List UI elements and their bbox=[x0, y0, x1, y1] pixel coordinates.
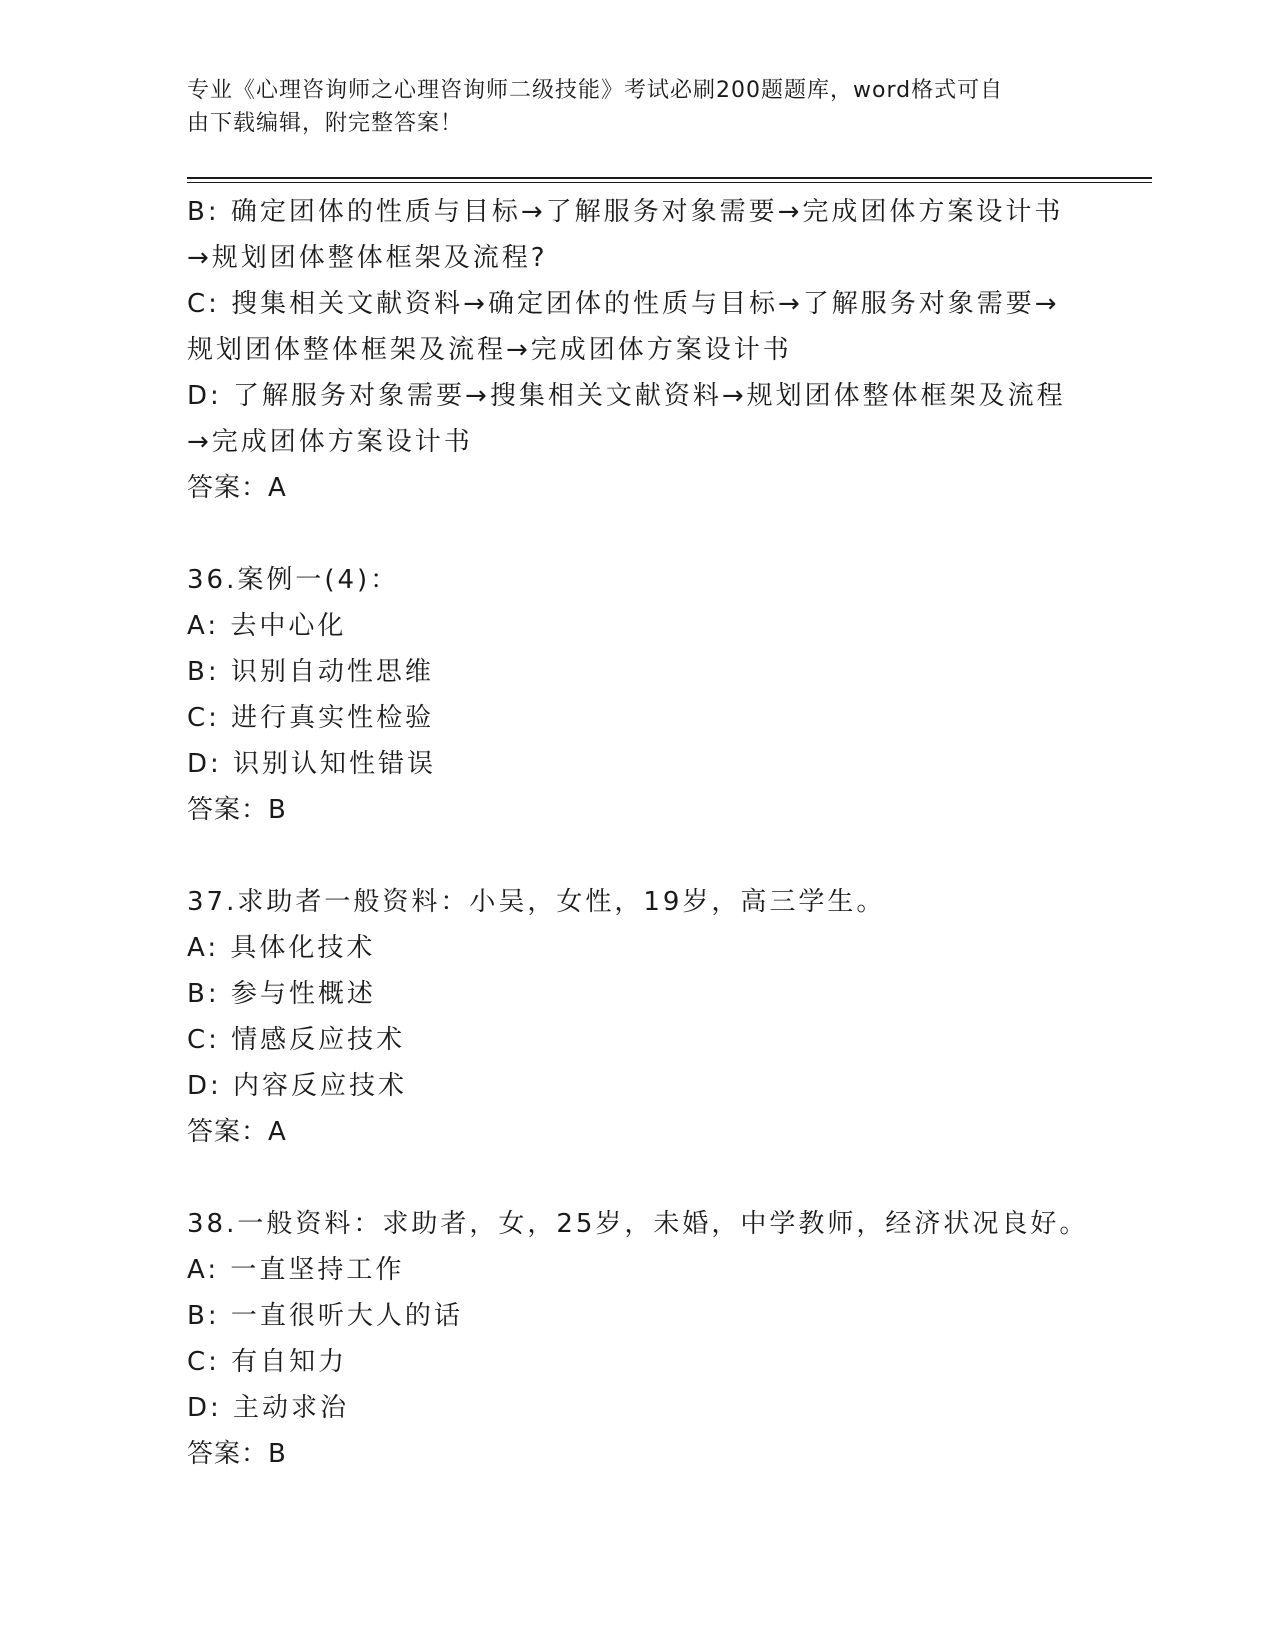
spacer bbox=[187, 833, 1087, 879]
option-c-line-2: 规划团体整体框架及流程→完成团体方案设计书 bbox=[187, 335, 792, 365]
header-line-2: 由下载编辑，附完整答案！ bbox=[187, 111, 464, 136]
question-stem: 37.求助者一般资料：小吴，女性，19岁，高三学生。 bbox=[187, 887, 886, 917]
question-36 bbox=[187, 557, 1087, 833]
option-c: C: 有自知力 bbox=[187, 1347, 348, 1377]
question-stem: 38.一般资料：求助者，女，25岁，未婚，中学教师，经济状况良好。 bbox=[187, 1209, 1089, 1239]
previous-question-options bbox=[187, 189, 1087, 511]
question-38 bbox=[187, 1201, 1087, 1477]
header-divider-thin bbox=[187, 182, 1152, 183]
option-b-line-2: →规划团体整体框架及流程? bbox=[187, 243, 548, 273]
option-a: A: 一直坚持工作 bbox=[187, 1255, 405, 1285]
option-c: C: 情感反应技术 bbox=[187, 1025, 406, 1055]
option-c: C: 进行真实性检验 bbox=[187, 703, 435, 733]
option-b: B: 一直很听大人的话 bbox=[187, 1301, 463, 1331]
option-b: B: 参与性概述 bbox=[187, 979, 376, 1009]
option-d-line-1: D: 了解服务对象需要→搜集相关文献资料→规划团体整体框架及流程 bbox=[187, 381, 1066, 411]
question-stem: 36.案例一(4)： bbox=[187, 565, 400, 595]
option-d: D: 主动求治 bbox=[187, 1393, 350, 1423]
option-d: D: 识别认知性错误 bbox=[187, 749, 437, 779]
question-37 bbox=[187, 879, 1087, 1155]
answer-line: 答案：A bbox=[187, 1117, 287, 1147]
question-content bbox=[187, 189, 1087, 1477]
option-b-line-1: B: 确定团体的性质与目标→了解服务对象需要→完成团体方案设计书 bbox=[187, 197, 1064, 227]
option-b: B: 识别自动性思维 bbox=[187, 657, 434, 687]
spacer bbox=[187, 511, 1087, 557]
option-a: A: 去中心化 bbox=[187, 611, 347, 641]
option-d-line-2: →完成团体方案设计书 bbox=[187, 427, 473, 457]
option-d: D: 内容反应技术 bbox=[187, 1071, 408, 1101]
header-line-1: 专业《心理咨询师之心理咨询师二级技能》考试必刷200题题库，word格式可自 bbox=[187, 78, 1004, 103]
answer-line: 答案：B bbox=[187, 1439, 287, 1469]
spacer bbox=[187, 1155, 1087, 1201]
document-header bbox=[187, 74, 1067, 140]
header-divider-thick bbox=[187, 177, 1152, 179]
answer-line: 答案：A bbox=[187, 473, 287, 503]
option-a: A: 具体化技术 bbox=[187, 933, 376, 963]
answer-line: 答案：B bbox=[187, 795, 287, 825]
option-c-line-1: C: 搜集相关文献资料→确定团体的性质与目标→了解服务对象需要→ bbox=[187, 289, 1060, 319]
